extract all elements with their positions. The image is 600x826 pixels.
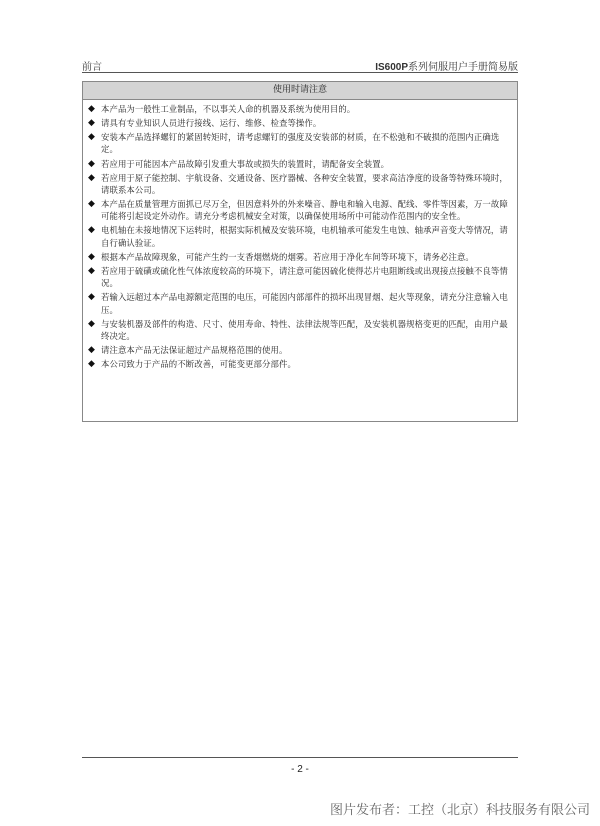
notice-title: 使用时请注意 (83, 82, 517, 100)
notice-item (87, 344, 511, 356)
notice-list (83, 100, 517, 371)
notice-item-text: 若输入远超过本产品电源额定范围的电压，可能因内部部件的损坏出现冒烟、起火等现象，请充分注意输入电压。 (101, 292, 508, 315)
image-credit: 图片发布者：工控（北京）科技服务有限公司 (329, 803, 590, 818)
diamond-bullet-icon: ◆ (88, 158, 96, 169)
header-doc-title (375, 58, 518, 73)
diamond-bullet-icon: ◆ (88, 251, 96, 262)
notice-item-text: 请具有专业知识人员进行接线、运行、维修、检查等操作。 (101, 118, 322, 129)
diamond-bullet-icon: ◆ (88, 172, 96, 183)
notice-item (87, 198, 511, 223)
notice-item-text: 若应用于原子能控制、宇航设备、交通设备、医疗器械、各种安全装置，要求高洁净度的设备等特殊环境时，请联系本公司。 (101, 172, 508, 195)
diamond-bullet-icon: ◆ (88, 132, 96, 143)
notice-item (87, 224, 511, 249)
notice-item-text: 安装本产品选择螺钉的紧固转矩时，请考虑螺钉的强度及安装部的材质，在不松弛和不破损的范围内正确选定。 (101, 132, 500, 155)
header-section: 前言 (82, 62, 102, 73)
header-doc-title-rest: 系列伺服用户手册简易版 (408, 62, 518, 73)
notice-item-text: 根据本产品故障现象，可能产生约一支香烟燃烧的烟雾。若应用于净化车间等环境下，请务必注意。 (101, 251, 474, 262)
header-divider (82, 72, 518, 73)
diamond-bullet-icon: ◆ (88, 104, 96, 114)
page-number: - 2 - (291, 764, 309, 775)
notice-item-text: 电机轴在未接地情况下运转时，根据实际机械及安装环境，电机轴承可能发生电蚀、轴承声音变大等情况，请自行确认验证。 (101, 225, 508, 248)
notice-item (87, 158, 511, 170)
notice-item-text: 若应用于可能因本产品故障引发重大事故或损失的装置时，请配备安全装置。 (101, 158, 390, 169)
notice-item-text: 本公司致力于产品的不断改善，可能变更部分部件。 (101, 359, 296, 370)
diamond-bullet-icon: ◆ (88, 318, 96, 329)
diamond-bullet-icon: ◆ (88, 345, 96, 356)
notice-item (87, 103, 511, 115)
notice-item-text: 与安装机器及部件的构造、尺寸、使用寿命、特性、法律法规等匹配，及安装机器规格变更的匹配，由用户最终决定。 (101, 318, 508, 342)
notice-item (87, 117, 511, 129)
diamond-bullet-icon: ◆ (88, 199, 96, 210)
diamond-bullet-icon: ◆ (88, 292, 96, 303)
notice-item-text: 若应用于硫磺或硫化性气体浓度较高的环境下，请注意可能因硫化使得芯片电阻断线或出现接点接触不良等情况。 (101, 265, 508, 289)
notice-item-text: 本产品在质量管理方面抓已尽万全，但因意料外的外来噪音、静电和输入电源、配线、零件等因素，万一故障可能将引起设定外动作。请充分考虑机械安全对策，以确保使用场所中可能动作范围内的安全性。 (101, 199, 508, 222)
notice-item-text: 本产品为一般性工业制品，不以事关人命的机器及系统为使用目的。 (101, 104, 356, 114)
notice-item (87, 291, 511, 316)
notice-item (87, 251, 511, 263)
notice-item-text: 请注意本产品无法保证超过产品规格范围的使用。 (101, 345, 288, 356)
notice-item (87, 358, 511, 370)
notice-box (82, 81, 518, 422)
diamond-bullet-icon: ◆ (88, 359, 96, 370)
diamond-bullet-icon: ◆ (88, 118, 96, 129)
footer-divider (82, 757, 518, 758)
header-doc-model: IS600P (375, 62, 408, 73)
notice-item (87, 172, 511, 197)
notice-item (87, 265, 511, 290)
diamond-bullet-icon: ◆ (88, 225, 96, 236)
diamond-bullet-icon: ◆ (88, 265, 96, 276)
notice-item (87, 131, 511, 156)
notice-item (87, 318, 511, 343)
